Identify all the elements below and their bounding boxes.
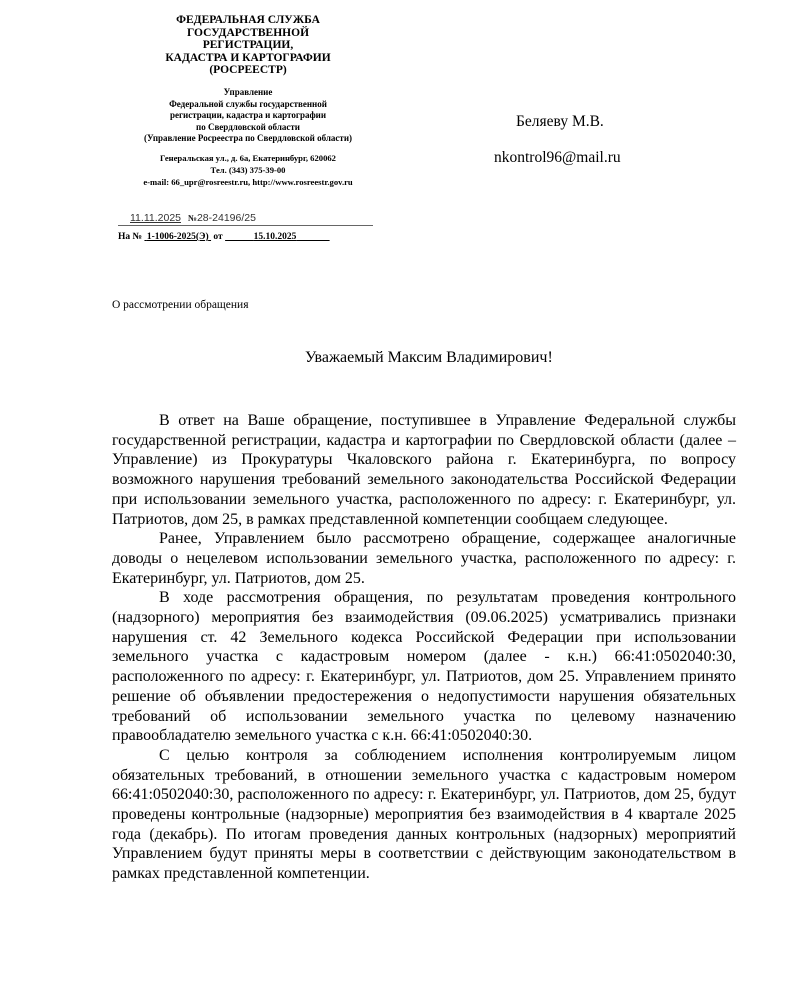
agency-line: РЕГИСТРАЦИИ,: [202, 39, 294, 52]
agency-line: ФЕДЕРАЛЬНАЯ СЛУЖБА: [176, 14, 320, 26]
reference-line: [118, 232, 330, 242]
department-line: Федеральной службы государственной: [169, 98, 327, 109]
letter-body: [112, 411, 736, 884]
registration-number: 28-24196/25: [196, 212, 256, 224]
number-sign: №: [187, 213, 197, 223]
agency-line: (РОСРЕЕСТР): [209, 64, 287, 77]
reference-prefix: На №: [118, 232, 143, 242]
department-line: Управление: [223, 86, 273, 97]
agency-name: [112, 14, 384, 77]
department-line: (Управление Росреестра по Свердловской области): [143, 133, 353, 144]
salutation: Уважаемый Максим Владимирович!: [305, 349, 553, 366]
agency-line: ГОСУДАРСТВЕННОЙ: [186, 26, 310, 39]
phone: Тел. (343) 375-39-00: [210, 164, 286, 175]
department-line: по Свердловской области: [196, 121, 300, 132]
email-and-website: e-mail: 66_upr@rosreestr.ru, http://www.rosreestr.gov.ru: [143, 176, 353, 187]
recipient-email: nkontrol96@mail.ru: [494, 149, 621, 166]
reference-from: от: [213, 232, 223, 242]
department-line: регистрации, кадастра и картографии: [169, 110, 327, 121]
body-paragraph: В ходе рассмотрения обращения, по результатам проведения контрольного (надзорного) мероприятия без взаимодействия (09.06.2025) усматривались признаки нарушения ст. 42 Земельного кодекса Российской Федерации при использовании земельного участка с кадастровым номером (далее - к.н.) 66:41:0502040:30, расположенного по адресу: г. Екатеринбург, ул. Патриотов, дом 25. Управлением принято решение об объявлении предостережения о недопустимости нарушения обязательных требований об использовании земельного участка по целевому назначению правообладателю земельного участка с к.н. 66:41:0502040:30.: [112, 589, 736, 745]
body-paragraph: С целью контроля за соблюдением исполнения контролируемым лицом обязательных требований, в отношении земельного участка с кадастровым номером 66:41:0502040:30, расположенного по адресу: г. Екатеринбург, ул. Патриотов, дом 25, будут проведены контрольные (надзорные) мероприятия без взаимодействия в 4 квартале 2025 года (декабрь). По итогам проведения данных контрольных (надзорных) мероприятий Управлением будут приняты меры в соответствии с действующим законодательством в рамках представленной компетенции.: [112, 746, 736, 883]
letterhead: [112, 14, 384, 188]
recipient-name: Беляеву М.В.: [516, 113, 604, 130]
registration-line: [118, 212, 373, 226]
department-name: [112, 87, 384, 145]
reference-date: 15.10.2025: [253, 232, 297, 242]
body-paragraph: Ранее, Управлением было рассмотрено обращение, содержащее аналогичные доводы о нецелевом использовании земельного участка, расположенного по адресу: г. Екатеринбург, ул. Патриотов, дом 25.: [112, 530, 736, 587]
recipient-block: [494, 112, 621, 168]
address: Генеральская ул., д. 6а, Екатеринбург, 620062: [160, 152, 336, 163]
registration-date: 11.11.2025: [130, 212, 181, 224]
letter-subject: О рассмотрении обращения: [112, 299, 249, 311]
reference-number: 1-1006-2025(Э): [146, 232, 209, 242]
body-paragraph: В ответ на Ваше обращение, поступившее в Управление Федеральной службы государственной регистрации, кадастра и картографии по Свердловской области (далее – Управление) из Прокуратуры Чкаловского района г. Екатеринбурга, по вопросу возможного нарушения требований земельного законодательства Российской Федерации при использовании земельного участка, расположенного по адресу: г. Екатеринбург, ул. Патриотов, дом 25, в рамках представленной компетенции сообщаем следующее.: [112, 412, 736, 528]
agency-line: КАДАСТРА И КАРТОГРАФИИ: [165, 51, 331, 64]
contact-info: [112, 153, 384, 188]
